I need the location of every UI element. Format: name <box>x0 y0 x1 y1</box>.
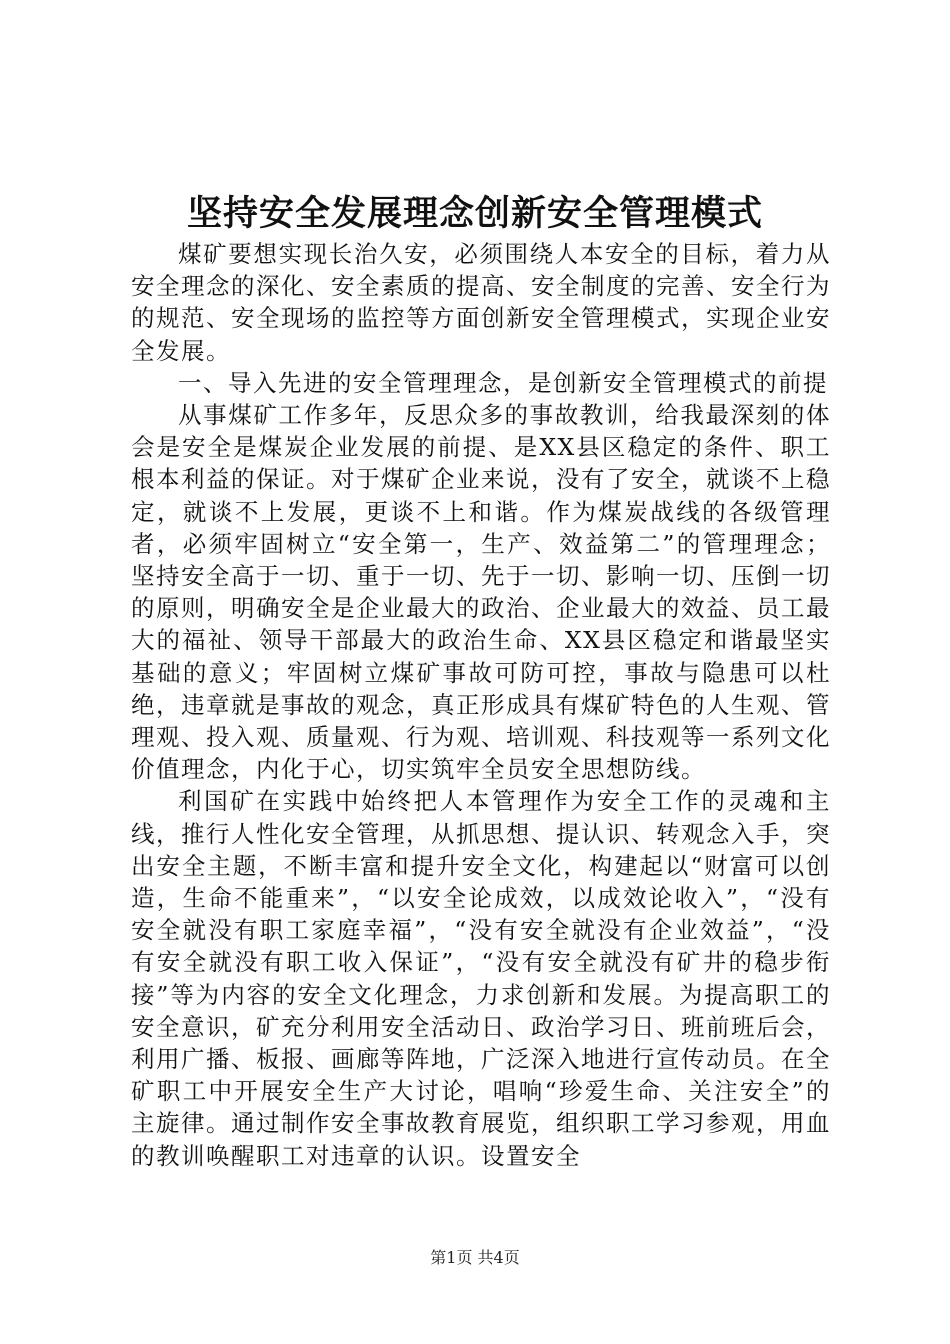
page-number-footer: 第1页 共4页 <box>430 1248 520 1267</box>
section-heading-1: 一、导入先进的安全管理理念，是创新安全管理模式的前提 <box>178 368 828 397</box>
document-body <box>131 238 831 1172</box>
intro-paragraph: 煤矿要想实现长治久安，必须围绕人本安全的目标，着力从安全理念的深化、安全素质的提高、安全制度的完善、安全行为的规范、安全现场的监控等方面创新安全管理模式，实现企业安全发展。 <box>131 240 831 365</box>
body-paragraph: 利国矿在实践中始终把人本管理作为安全工作的灵魂和主线，推行人性化安全管理，从抓思想、提认识、转观念入手，突出安全主题，不断丰富和提升安全文化，构建起以“财富可以创造，生命不能重来”，“以安全论成效，以成效论收入”，“没有安全就没有职工家庭幸福”，“没有安全就没有企业效益”，“没有安全就没有职工收入保证”，“没有安全就没有矿井的稳步衔接”等为内容的安全文化理念，力求创新和发展。为提高职工的安全意识，矿充分利用安全活动日、政治学习日、班前班后会，利用广播、板报、画廊等阵地，广泛深入地进行宣传动员。在全矿职工中开展安全生产大讨论，唱响“珍爱生命、关注安全”的主旋律。通过制作安全事故教育展览，组织职工学习参观，用血的教训唤醒职工对违章的认识。设置安全 <box>131 787 831 1170</box>
document-title: 坚持安全发展理念创新安全管理模式 <box>186 193 763 234</box>
body-paragraph: 从事煤矿工作多年，反思众多的事故教训，给我最深刻的体会是安全是煤炭企业发展的前提、是XX县区稳定的条件、职工根本利益的保证。对于煤矿企业来说，没有了安全，就谈不上稳定，就谈不上发展，更谈不上和谐。作为煤炭战线的各级管理者，必须牢固树立“安全第一，生产、效益第二”的管理理念；坚持安全高于一切、重于一切、先于一切、影响一切、压倒一切的原则，明确安全是企业最大的政治、企业最大的效益、员工最大的福祉、领导干部最大的政治生命、XX县区稳定和谐最坚实基础的意义；牢固树立煤矿事故可防可控，事故与隐患可以杜绝，违章就是事故的观念，真正形成具有煤矿特色的人生观、管理观、投入观、质量观、行为观、培训观、科技观等一系列文化价值理念，内化于心，切实筑牢全员安全思想防线。 <box>131 401 831 784</box>
